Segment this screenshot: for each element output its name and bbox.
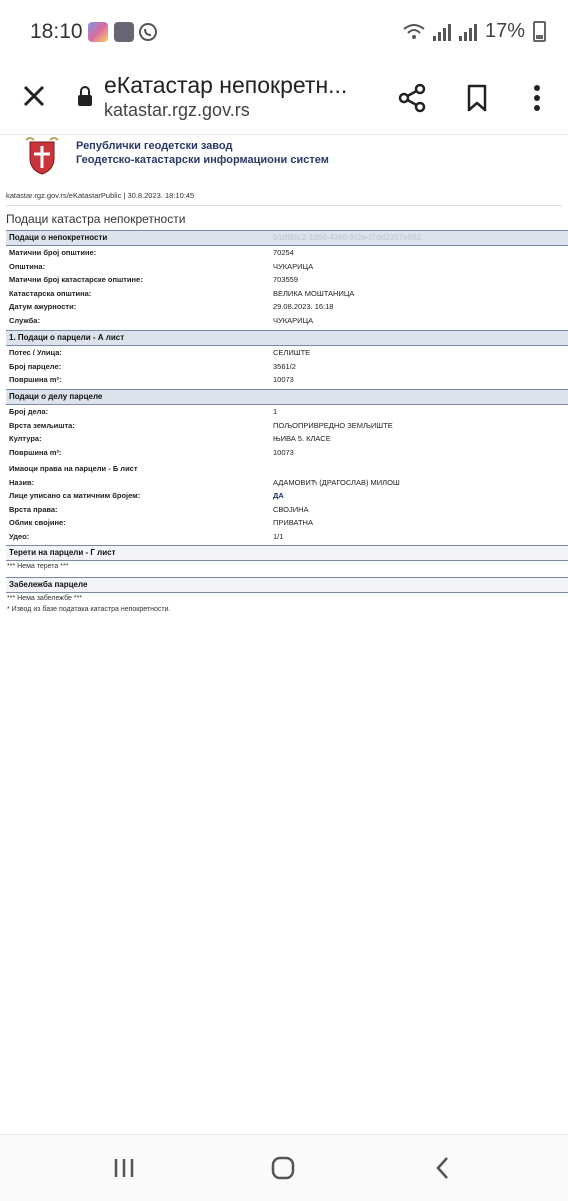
browser-toolbar <box>0 64 568 135</box>
table-row <box>6 246 568 260</box>
coat-of-arms-icon <box>22 136 62 176</box>
record-id: b1df8fc2-1d90-4360-9f2e-f7dd2317e952 <box>273 233 422 242</box>
signal-icon <box>433 23 451 41</box>
field-label: Број парцеле: <box>9 361 62 371</box>
section-parcel-part <box>6 389 568 459</box>
table-row <box>6 287 568 301</box>
share-icon[interactable] <box>396 82 428 114</box>
more-vert-icon[interactable] <box>521 82 553 114</box>
table-row <box>6 260 568 274</box>
field-label: Лице уписано са матичним бројем: <box>9 491 141 500</box>
table-row <box>6 503 568 517</box>
page-meta: katastar.rgz.gov.rs/eKatastarPublic | 30.8.2023. 18:10:45 <box>6 191 195 200</box>
table-row <box>6 530 568 544</box>
field-label: Служба: <box>9 315 40 325</box>
table-row <box>6 273 568 287</box>
section-heading: Подаци о делу парцеле <box>6 389 568 405</box>
table-row <box>6 446 568 460</box>
field-value: 703559 <box>273 275 299 284</box>
page-url[interactable]: katastar.rgz.gov.rs <box>104 100 250 120</box>
field-label: Врста земљишта: <box>9 420 75 430</box>
field-label: Облик својине: <box>9 518 66 527</box>
table-row <box>6 476 568 490</box>
field-value: 70254 <box>273 248 294 257</box>
field-label: Култура: <box>9 434 42 443</box>
table-row <box>6 373 568 387</box>
table-row <box>6 314 568 328</box>
field-value: АДАМОВИЋ (ДРАГОСЛАВ) МИЛОШ <box>273 477 400 487</box>
page-header <box>0 134 568 184</box>
lock-icon <box>78 95 92 106</box>
field-label: Датум ажурности: <box>9 302 77 311</box>
page-title-browser: еКатастар непокретн... <box>104 72 348 98</box>
org-system: Геодетско-катастарски информациони систем <box>76 154 329 166</box>
status-bar <box>0 0 568 64</box>
page-content <box>0 134 568 613</box>
field-label: Број дела: <box>9 407 49 416</box>
field-value: СВОЈИНА <box>273 504 309 514</box>
wifi-icon <box>403 23 425 41</box>
field-label: Потес / Улица: <box>9 348 62 357</box>
viber-icon <box>138 22 158 42</box>
field-label: Површина m²: <box>9 447 62 457</box>
bim-app-icon <box>114 22 134 42</box>
field-value: 10073 <box>273 375 294 384</box>
table-row <box>6 419 568 433</box>
field-value: ПОЉОПРИВРЕДНО ЗЕМЉИШТЕ <box>273 420 393 430</box>
section-heading <box>6 230 568 246</box>
back-icon[interactable] <box>430 1155 456 1181</box>
section-remarks <box>6 577 568 615</box>
section-property <box>6 230 568 327</box>
field-label: Катастарска општина: <box>9 288 92 298</box>
field-value: 1 <box>273 407 278 416</box>
burdens-note: *** Нема терета *** <box>7 563 69 570</box>
field-value: ЊИВА 5. КЛАСЕ <box>273 434 331 443</box>
field-label: Површина m²: <box>9 375 62 384</box>
field-value: ЧУКАРИЦА <box>273 315 314 325</box>
system-nav-bar <box>0 1134 568 1201</box>
section-subheading <box>6 462 568 476</box>
field-value: 10073 <box>273 447 294 457</box>
table-row <box>6 489 568 503</box>
footer-note: * Извод из базе података катастра непокретности. <box>7 606 171 613</box>
status-time: 18:10 <box>30 20 83 43</box>
document-title: Подаци катастра непокретности <box>6 212 186 226</box>
field-label: Општина: <box>9 261 46 271</box>
field-value: СЕЛИШТЕ <box>273 348 311 357</box>
field-label: Матични број катастарске општине: <box>9 275 143 284</box>
remarks-note: *** Нема забележбе *** <box>7 595 83 602</box>
section-heading: 1. Подаци о парцели - А лист <box>6 330 568 346</box>
section-heading: Терети на парцели - Г лист <box>6 545 568 561</box>
section-owners <box>6 462 568 543</box>
bookmark-icon[interactable] <box>461 82 493 114</box>
home-icon[interactable] <box>270 1155 296 1181</box>
section-heading-label: Подаци о непокретности <box>9 233 108 242</box>
gallery-app-icon <box>88 22 108 42</box>
divider <box>6 205 562 206</box>
field-value: 29.08.2023. 16:18 <box>273 302 334 311</box>
table-row <box>6 360 568 374</box>
table-row <box>6 516 568 530</box>
field-label: Назив: <box>9 477 35 487</box>
battery-icon <box>533 21 546 42</box>
field-value: 1/1 <box>273 531 284 541</box>
table-row <box>6 432 568 446</box>
field-label: Врста права: <box>9 504 58 514</box>
field-label: Удео: <box>9 531 30 541</box>
close-icon[interactable] <box>20 82 48 110</box>
signal-icon <box>459 23 477 41</box>
battery-percent: 17% <box>484 20 525 42</box>
table-row <box>6 300 568 314</box>
recent-apps-icon[interactable] <box>111 1155 137 1181</box>
table-row <box>6 405 568 419</box>
org-name: Републички геодетски завод <box>76 140 233 152</box>
field-value: ДА <box>273 491 284 500</box>
subheading-label: Имаоци права на парцели - Б лист <box>9 464 138 473</box>
section-heading: Забележба парцеле <box>6 577 568 593</box>
section-burdens <box>6 545 568 572</box>
field-value: 3561/2 <box>273 361 296 371</box>
field-label: Матични број општине: <box>9 248 97 257</box>
field-value: ЧУКАРИЦА <box>273 261 314 271</box>
table-row <box>6 346 568 360</box>
field-value: ВЕЛИКА МОШТАНИЦА <box>273 288 355 298</box>
section-parcel <box>6 330 568 387</box>
field-value: ПРИВАТНА <box>273 518 313 527</box>
